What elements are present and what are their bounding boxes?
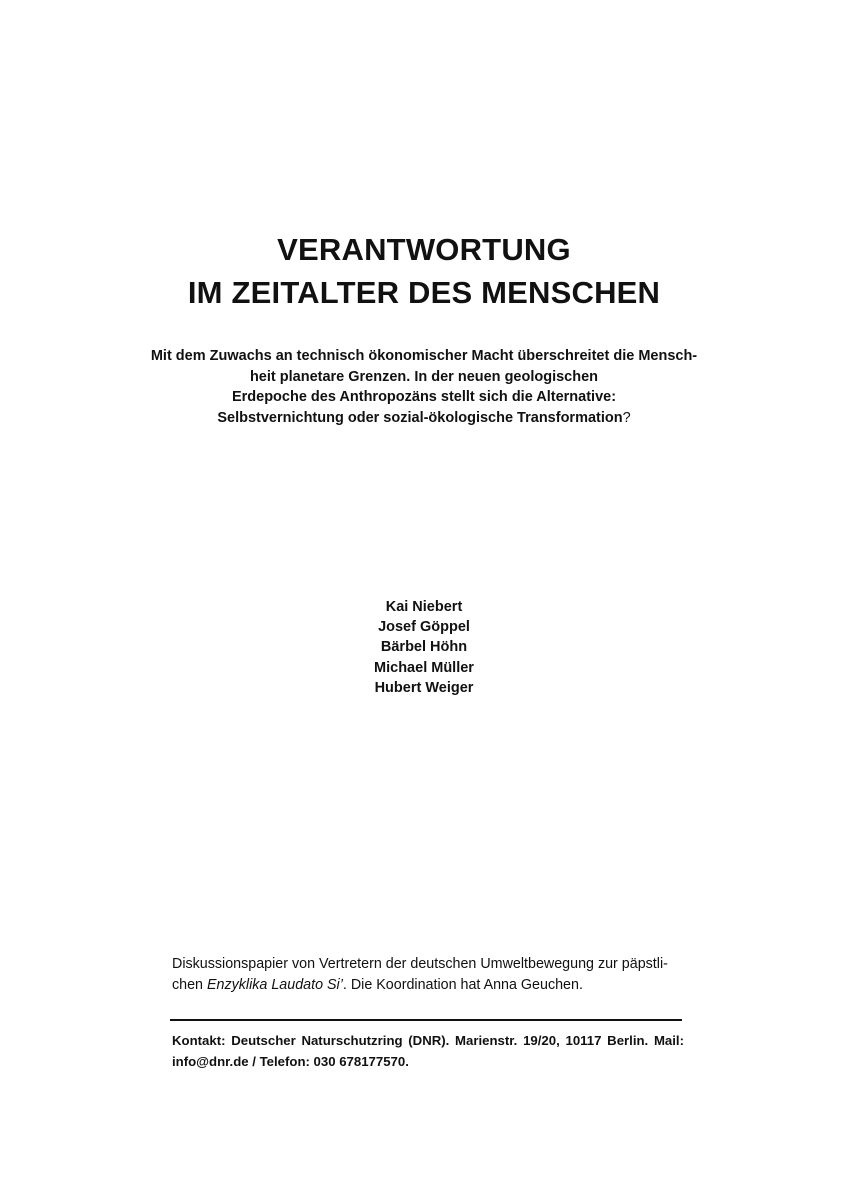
subtitle-line-3: Erdepoche des Anthropozäns stellt sich die Alternative:: [231, 389, 617, 405]
note-line-1: Diskussionspapier von Vertretern der deutschen Umweltbewegung zur päpstli-: [172, 956, 668, 972]
note-line-2-prefix: chen: [172, 976, 207, 993]
author-name: Kai Niebert: [385, 599, 463, 615]
encyclical-title: Enzyklika Laudato Si’: [206, 976, 343, 993]
note-line-2-suffix: . Die Koordination hat Anna Geuchen.: [342, 976, 583, 993]
note-line-2: [172, 975, 684, 996]
subtitle-line-4-text: Selbstvernichtung oder sozial-ökologische Transformation: [217, 409, 623, 426]
contact-info: [172, 1031, 684, 1072]
author-list: [0, 597, 848, 698]
contact-line-2: info@dnr.de / Telefon: 030 678177570.: [172, 1053, 409, 1069]
title-line-2: IM ZEITALTER DES MENSCHEN: [187, 275, 661, 310]
title-line-1: VERANTWORTUNG: [277, 232, 571, 267]
subtitle-line-1: Mit dem Zuwachs an technisch ökonomischer Macht überschreitet die Mensch-: [150, 348, 698, 364]
document-title: [0, 228, 848, 314]
discussion-paper-note: [172, 954, 684, 995]
subtitle-question-mark: ?: [622, 409, 631, 426]
author-name: Michael Müller: [374, 659, 474, 676]
author-name: Hubert Weiger: [374, 679, 474, 696]
subtitle-line-2: heit planetare Grenzen. In der neuen geologischen: [249, 368, 599, 385]
author-name: Josef Göppel: [378, 619, 470, 636]
subtitle-line-4: [150, 408, 698, 429]
contact-line-1: Kontakt: Deutscher Naturschutzring (DNR). Marienstr. 19/20, 10117 Berlin. Mail:: [172, 1033, 684, 1048]
document-subtitle: [150, 346, 698, 428]
author-name: Bärbel Höhn: [380, 639, 468, 656]
footer-divider: [170, 1019, 682, 1021]
